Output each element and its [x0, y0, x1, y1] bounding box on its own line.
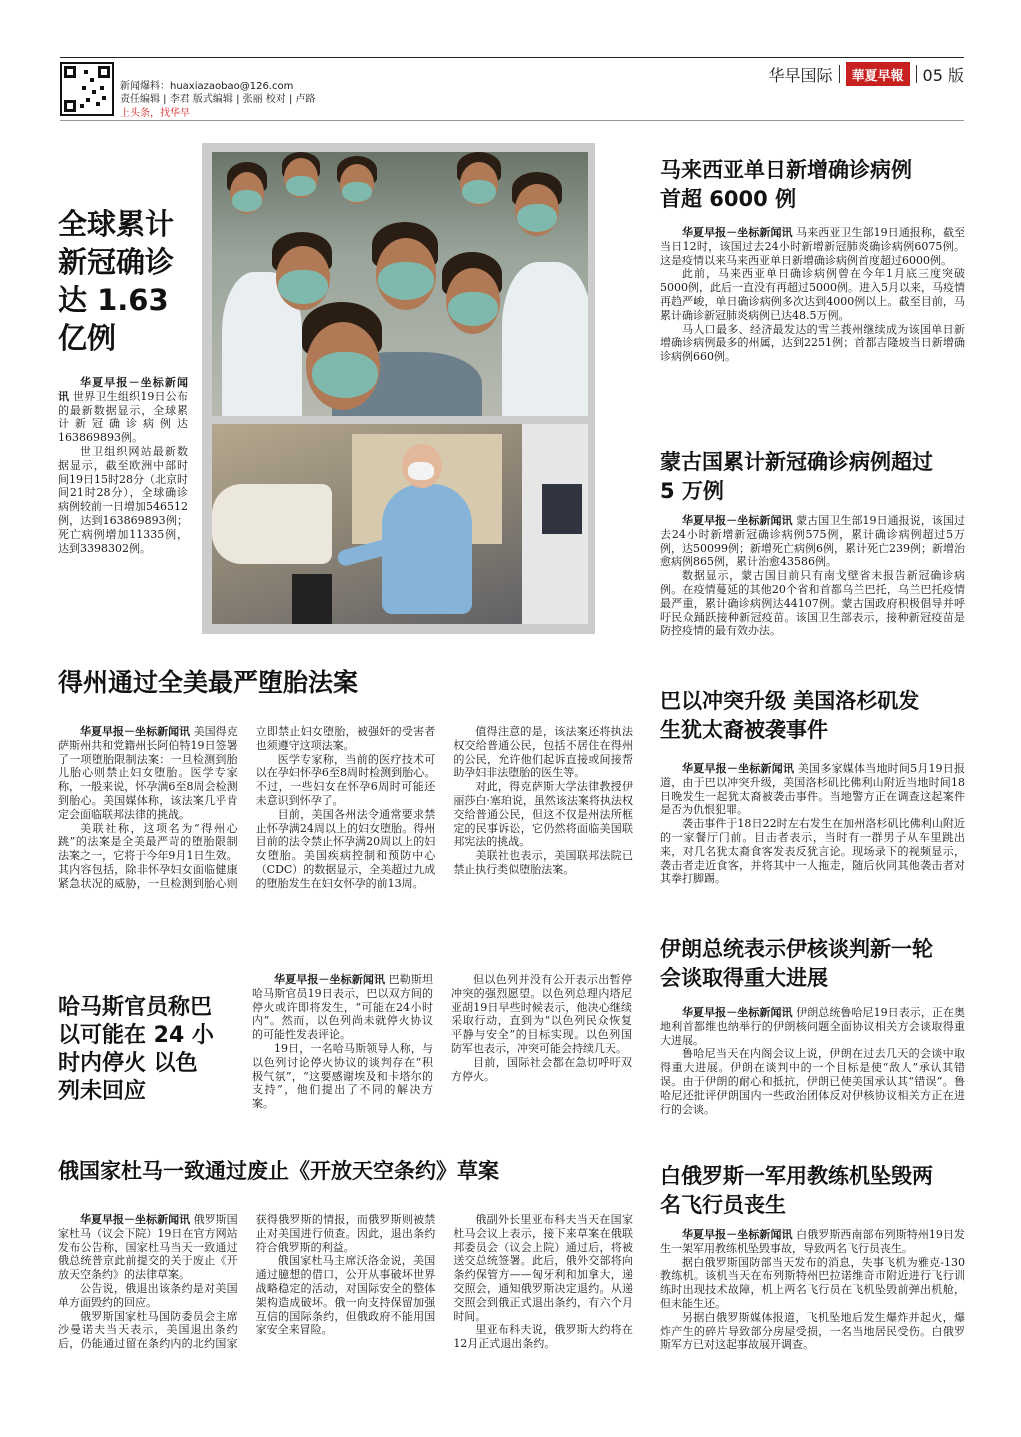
byline: 华夏早报－坐标新闻讯: [682, 1228, 793, 1241]
article-iran-title: 伊朗总统表示伊核谈判新一轮 会谈取得重大进展: [660, 937, 933, 990]
article-belarus-body: 华夏早报－坐标新闻讯 白俄罗斯西南部布列斯特州19日发生一架军用教练机坠毁事故，导致两名飞行员丧生。 据白俄罗斯国防部当天发布的消息，失事飞机为雅克-130教练机。该机当天在布列斯特州巴拉诺维奇市附近进行飞行训练时出现技术故障，机上两名飞行员在飞机坠毁前弹出机舱，但未能生还。 另据白俄罗斯媒体报道，飞机坠地后发生爆炸并起火，爆炸产生的碎片导致部分房屋受损，一名当地居民受伤。白俄罗斯军方已对这起事故展开调查。: [660, 1228, 966, 1352]
page-masthead: [769, 62, 964, 86]
top-rule: [60, 57, 964, 58]
article-global-body: 华夏早报－坐标新闻讯 世界卫生组织19日公布的最新数据显示，全球累计新冠确诊病例达163869893例。 世卫组织网站最新数据显示，截至欧洲中部时间19日15时28分（北京时间21时28分），全球确诊病例较前一日增加546512例，达到163869893例；死亡病例增加11335例，达到3398302例。: [58, 376, 189, 555]
header-rule: [60, 120, 964, 121]
editors-text: 责任编辑 | 李君 版式编辑 | 张丽 校对 | 卢路: [120, 94, 316, 105]
section-name: 华早国际: [768, 65, 833, 85]
byline: 华夏早报－坐标新闻讯: [80, 725, 191, 738]
article-russia-title: 俄国家杜马一致通过废止《开放天空条约》草案: [58, 1159, 499, 1183]
article-malaysia-title: 马来西亚单日新增确诊病例 首超 6000 例: [660, 158, 912, 211]
article-texas-body: 华夏早报－坐标新闻讯 美国得克萨斯州共和党籍州长阿伯特19日签署了一项堕胎限制法案：一旦检测到胎儿胎心则禁止妇女堕胎。医学专家称，一般来说，怀孕满6至8周会检测到胎心。美国媒体称，该法案几乎肯定会面临联邦法律的挑战。 美联社称，这项名为“得州心跳”的法案是全美最严苛的堕胎限制法案之一，它将于今年9月1日生效。其内容包括，除非怀孕妇女面临健康紧急状况的威胁，一旦检测到胎心则立即禁止妇女堕胎，被强奸的受害者也须遵守这项法案。 医学专家称，当前的医疗技术可以在孕妇怀孕6至8周时检测到胎心。不过，一些妇女在怀孕6周时可能还未意识到怀孕了。 目前，美国各州法令通常要求禁止怀孕满24周以上的妇女堕胎。得州目前的法令禁止怀孕满20周以上的妇女堕胎。美国疾病控制和预防中心（CDC）的数据显示，全美超过九成的堕胎发生在妇女怀孕的前13周。 值得注意的是，该法案还将执法权交给普通公民，包括不居住在得州的公民，允许他们起诉直接或间接帮助孕妇非法堕胎的医生等。 对此，得克萨斯大学法律教授伊丽莎白·塞珀说，虽然该法案将执法权交给普通公民，但这不仅是州法所框定的民事诉讼，它仍然将面临美国联邦宪法的挑战。 美联社也表示，美国联邦法院已禁止执行类似堕胎法案。: [58, 725, 633, 890]
article-mongolia-title: 蒙古国累计新冠确诊病例超过 5 万例: [660, 450, 933, 503]
article-belarus-title: 白俄罗斯一军用教练机坠毁两 名飞行员丧生: [660, 1164, 933, 1217]
qr-code-icon: [60, 62, 114, 116]
article-iran-body: 华夏早报－坐标新闻讯 伊朗总统鲁哈尼19日表示，正在奥地利首都维也纳举行的伊朗核问题全面协议相关方会谈取得重大进展。 鲁哈尼当天在内阁会议上说，伊朗在过去几天的会谈中取得重大进展。伊朗在谈判中的一个目标是使“敌人”承认其错误。由于伊朗的耐心和抵抗，伊朗已使美国承认其“错误”。鲁哈尼还批评伊朗国内一些政治团体反对伊核协议相关方正在进行的会谈。: [660, 1006, 966, 1116]
byline: 华夏早报－坐标新闻讯: [58, 376, 188, 403]
hotline-text: 新闻爆料：huaxiazaobao@126.com: [120, 81, 294, 92]
byline: 华夏早报－坐标新闻讯: [682, 1006, 793, 1019]
article-malaysia-body: 华夏早报－坐标新闻讯 马来西亚卫生部19日通报称，截至当日12时，该国过去24小时新增新冠肺炎确诊病例6075例。这是疫情以来马来西亚单日新增确诊病例首度超过6000例。 此前，马来西亚单日确诊病例曾在今年1月底三度突破5000例，此后一直没有再超过5000例。进入5月以来，马疫情再趋严峻，单日确诊病例多次达到4000例以上。截至目前，马累计确诊新冠肺炎病例已达48.5万例。 马人口最多、经济最发达的雪兰莪州继续成为该国单日新增确诊病例最多的州属，达到2251例；首都吉隆坡当日新增确诊病例660例。: [660, 226, 966, 364]
slogan-text: 上头条，找华早: [120, 108, 190, 119]
medical-worker-ppe-photo: [212, 424, 588, 624]
article-la-title: 巴以冲突升级 美国洛杉矶发 生犹太裔被袭事件: [660, 689, 920, 742]
article-global-title: 全球累计 新冠确诊 达 1.63 亿例: [58, 207, 175, 355]
byline: 华夏早报－坐标新闻讯: [682, 762, 795, 775]
byline: 华夏早报－坐标新闻讯: [80, 1213, 191, 1226]
article-texas-title: 得州通过全美最严堕胎法案: [58, 668, 359, 697]
byline: 华夏早报－坐标新闻讯: [682, 514, 793, 527]
article-mongolia-body: 华夏早报－坐标新闻讯 蒙古国卫生部19日通报说，该国过去24小时新增新冠确诊病例575例，累计确诊病例超过5万例，达50099例；新增死亡病例6例，累计死亡239例；新增治愈病例865例，累计治愈43586例。 数据显示，蒙古国目前只有南戈壁省未报告新冠确诊病例。在疫情蔓延的其他20个省和首都乌兰巴托，乌兰巴托疫情最严重，累计确诊病例达44107例。蒙古国政府积极倡导并呼吁民众踊跃接种新冠疫苗。该国卫生部表示，接种新冠疫苗是防控疫情的最有效办法。: [660, 514, 966, 638]
byline: 华夏早报－坐标新闻讯: [682, 226, 793, 239]
page-number: 05 版: [922, 65, 964, 85]
article-hamas-body: 华夏早报－坐标新闻讯 巴勒斯坦哈马斯官员19日表示，巴以双方间的停火或许即将发生，“可能在24小时内”。然而，以色列尚未就停火协议的可能性发表评论。 19日，一名哈马斯领导人称，与以色列讨论停火协议的谈判存在“积极气氛”，“这要感谢埃及和卡塔尔的支持”，他们提出了不同的解决方案。 但以色列并没有公开表示出暂停冲突的强烈愿望。以色列总理内塔尼亚胡19日早些时候表示，他决心继续采取行动，直到为“以色列民众恢复平静与安全”的目标实现。以色列国防军也表示，冲突可能会持续几天。 目前，国际社会都在急切呼吁双方停火。: [252, 973, 632, 1111]
newspaper-logo: 華夏早報: [846, 62, 910, 86]
byline: 华夏早报－坐标新闻讯: [274, 973, 386, 986]
article-russia-body: 华夏早报－坐标新闻讯 俄罗斯国家杜马（议会下院）19日在官方网站发布公告称，国家杜马当天一致通过俄总统普京此前提交的关于废止《开放天空条约》的法律草案。 公告说，俄退出该条约是对美国单方面毁约的回应。 俄罗斯国家杜马国防委员会主席沙曼诺夫当天表示，美国退出条约后，仍能通过留在条约内的北约国家获得俄罗斯的情报，而俄罗斯则被禁止对美国进行侦查。因此，退出条约符合俄罗斯的利益。 俄国家杜马主席沃洛金说，美国通过臆想的借口，公开从事破坏世界战略稳定的活动，对国际安全的整体架构造成破坏。俄一向支持保留加强互信的国际条约，但俄政府不能用国家安全来冒险。 俄副外长里亚布科夫当天在国家杜马会议上表示，接下来草案在俄联邦委员会（议会上院）通过后，将被送交总统签署。此后，俄外交部将向条约保管方——匈牙利和加拿大，递交照会，通知俄罗斯决定退约。从递交照会到俄正式退出条约，有六个月时间。 里亚布科夫说，俄罗斯大约将在12月正式退出条约。: [58, 1213, 633, 1351]
article-hamas-title: 哈马斯官员称巴 以可能在 24 小 时内停火 以色 列未回应: [58, 995, 214, 1104]
article-la-body: 华夏早报－坐标新闻讯 美国多家媒体当地时间5月19日报道，由于巴以冲突升级，美国洛杉矶比佛利山附近当地时间18日晚发生一起犹太裔被袭击事件。当地警方正在调查这起案件是否为仇恨犯罪。 袭击事件于18日22时左右发生在加州洛杉矶比佛利山附近的一家餐厅门前。目击者表示，当时有一群男子从车里跳出来，对几名犹太裔食客发表反犹言论。现场录下的视频显示，袭击者走近食客，并将其中一人拖走，随后伙同其他袭击者对其拳打脚踢。: [660, 762, 965, 886]
nurses-in-masks-photo: [212, 152, 588, 416]
